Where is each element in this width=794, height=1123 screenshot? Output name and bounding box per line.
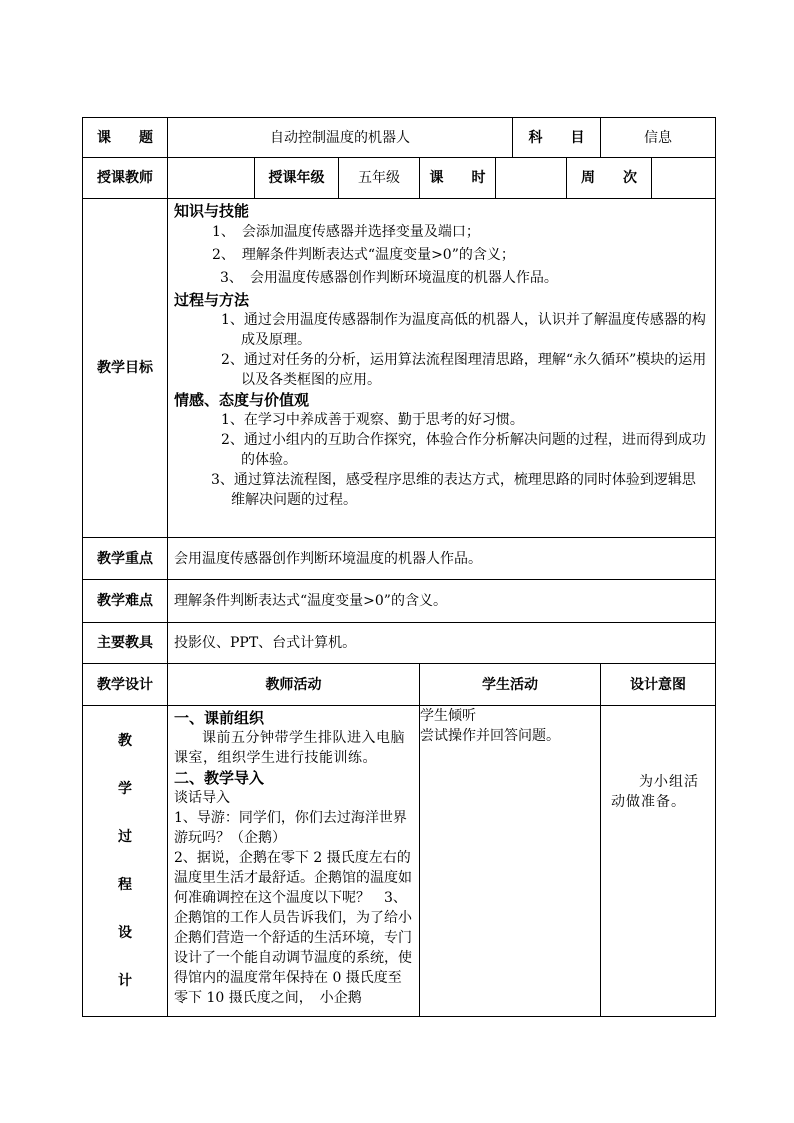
difficulty-label: 教学难点 [83,580,168,623]
goals-label: 教学目标 [83,199,168,538]
process-paragraph: 1、导游：同学们，你们去过海洋世界游玩吗？（企鹅） [174,810,407,846]
week-label: 周 次 [567,158,652,199]
teacher-activity-content [168,706,420,1017]
row-teacher [83,158,716,199]
difficulty-value: 理解条件判断表达式“温度变量>0”的含义。 [168,580,716,623]
process-subtitle: 谈话导入 [174,790,230,806]
teacher-activity-header: 教师活动 [168,664,420,706]
key-point-label: 教学重点 [83,538,168,580]
teacher-value [168,158,255,199]
key-point-value: 会用温度传感器创作判断环境温度的机器人作品。 [168,538,716,580]
grade-label: 授课年级 [255,158,339,199]
row-difficulty [83,580,716,623]
goals-content [168,199,716,538]
subject-label: 科 目 [513,118,601,158]
design-intent-content: 为小组活动做准备。 [601,706,716,1017]
week-value [652,158,716,199]
period-value [496,158,567,199]
period-label: 课 时 [420,158,496,199]
grade-value: 五年级 [339,158,420,199]
topic-value: 自动控制温度的机器人 [168,118,513,158]
goals-item: 2、 理解条件判断表达式“温度变量>0”的含义； [212,247,515,263]
goals-item: 3、通过算法流程图，感受程序思维的表达方式，梳理思路的同时体验到逻辑思维解决问题的过程。 [211,472,696,508]
goals-item: 2、通过小组内的互助合作探究，体验合作分析解决问题的过程，进而得到成功的体验。 [221,432,706,468]
design-label: 教学设计 [83,664,168,706]
goals-section-title: 知识与技能 [174,202,250,220]
tools-value: 投影仪、PPT、台式计算机。 [168,623,716,664]
row-design-header [83,664,716,706]
process-paragraph: 2、据说，企鹅在零下 2 摄氏度左右的温度里生活才最舒适。企鹅馆的温度如何准确调控在这个温度以下呢？ 3、企鹅馆的工作人员告诉我们，为了给小企鹅们营造一个舒适的生活环境，专门设计了一个能自动调节温度的系统，使得馆内的温度常年保持在 0 摄氏度至零下 10 摄氏度之间， 小企鹅 [174,850,412,1006]
goals-item: 1、 会添加温度传感器并选择变量及端口； [212,224,480,240]
goals-section-title: 情感、态度与价值观 [174,391,310,409]
row-tools [83,623,716,664]
goals-item: 1、在学习中养成善于观察、勤于思考的好习惯。 [221,412,524,428]
student-activity-listen: 学生倾听 [420,708,476,724]
student-activity-content [420,706,601,1017]
teacher-label: 授课教师 [83,158,168,199]
process-section-title: 一、课前组织 [174,709,265,727]
row-key-point [83,538,716,580]
student-activity-operate: 尝试操作并回答问题。 [420,728,560,744]
subject-value: 信息 [601,118,716,158]
process-section-title: 二、教学导入 [174,769,265,787]
topic-label: 课 题 [83,118,168,158]
goals-item: 2、通过对任务的分析，运用算法流程图理清思路，理解“永久循环”模块的运用以及各类框图的应用。 [221,352,707,388]
row-goals [83,199,716,538]
process-paragraph: 课前五分钟带学生排队进入电脑课室，组织学生进行技能训练。 [174,730,405,766]
tools-label: 主要教具 [83,623,168,664]
process-vertical-label: 教 学 过 程 设 计 [83,706,168,1017]
goals-item: 3、 会用温度传感器创作判断环境温度的机器人作品。 [220,270,558,286]
goals-section-title: 过程与方法 [174,291,250,309]
goals-item: 1、通过会用温度传感器制作为温度高低的机器人，认识并了解温度传感器的构成及原理。 [221,312,706,348]
row-topic [83,118,716,158]
row-process [83,706,716,1017]
student-activity-header: 学生活动 [420,664,601,706]
lesson-plan-table [82,117,716,1017]
design-intent-header: 设计意图 [601,664,716,706]
